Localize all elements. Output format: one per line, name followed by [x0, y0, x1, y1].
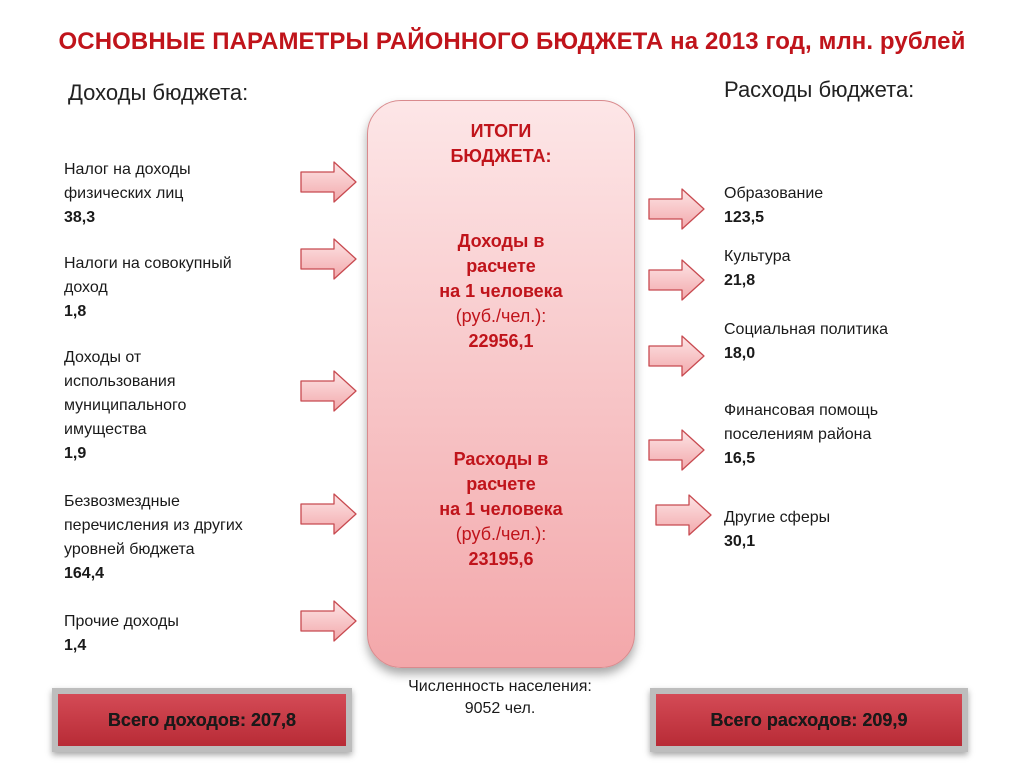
population-label: Численность населения:	[408, 678, 592, 695]
income-arrow-icon	[300, 369, 358, 413]
income-item	[64, 252, 232, 324]
expense-item	[724, 318, 888, 366]
income-item-label: Прочие доходы	[64, 613, 179, 630]
population-value: 9052 чел.	[464, 700, 536, 717]
income-item	[64, 490, 243, 586]
expense-per-capita-unit: (руб./чел.):	[455, 524, 547, 544]
expense-item	[724, 245, 791, 293]
expense-arrow-icon	[648, 187, 706, 231]
income-item-value: 1,4	[64, 637, 87, 654]
expense-item	[724, 506, 830, 554]
income-per-capita-unit: (руб./чел.):	[455, 306, 547, 326]
income-item-label: Налог на доходы физических лиц	[64, 161, 191, 202]
expense-total-box	[650, 688, 968, 752]
expense-per-capita-value: 23195,6	[468, 549, 534, 569]
expense-item-label: Финансовая помощь поселениям района	[724, 402, 879, 443]
income-item-value: 1,9	[64, 445, 87, 462]
expense-per-capita-block	[368, 447, 634, 572]
income-item-label: Безвозмездные перечисления из других уровней бюджета	[64, 493, 243, 558]
expense-item-label: Культура	[724, 248, 791, 265]
income-arrow-icon	[300, 237, 358, 281]
population-note	[367, 676, 633, 720]
expense-total: Всего расходов: 209,9	[710, 709, 908, 730]
budget-summary-box	[367, 100, 635, 668]
expense-heading: Расходы бюджета:	[724, 77, 915, 102]
income-item-value: 164,4	[64, 565, 105, 582]
income-total-box	[52, 688, 352, 752]
expense-item-label: Другие сферы	[724, 509, 831, 526]
expense-item-value: 123,5	[724, 209, 765, 226]
page-title: ОСНОВНЫЕ ПАРАМЕТРЫ РАЙОННОГО БЮДЖЕТА на 2013 год, млн. рублей	[58, 28, 966, 55]
income-arrow-icon	[300, 492, 358, 536]
summary-heading: ИТОГИ БЮДЖЕТА:	[450, 121, 552, 166]
expense-item-value: 30,1	[724, 533, 756, 550]
expense-arrow-icon	[648, 258, 706, 302]
expense-arrow-icon	[655, 493, 713, 537]
expense-item	[724, 182, 823, 230]
expense-item-label: Социальная политика	[724, 321, 888, 338]
income-arrow-icon	[300, 160, 358, 204]
expense-item-value: 21,8	[724, 272, 756, 289]
expense-item-value: 18,0	[724, 345, 756, 362]
income-item-value: 38,3	[64, 209, 96, 226]
income-item-value: 1,8	[64, 303, 87, 320]
expense-arrow-icon	[648, 334, 706, 378]
income-total: Всего доходов: 207,8	[107, 709, 297, 730]
expense-item-label: Образование	[724, 185, 824, 202]
expense-item	[724, 399, 878, 471]
income-item	[64, 158, 191, 230]
summary-heading-block	[368, 119, 634, 169]
expense-item-value: 16,5	[724, 450, 756, 467]
income-item-label: Налоги на совокупный доход	[64, 255, 232, 296]
expense-arrow-icon	[648, 428, 706, 472]
income-item	[64, 346, 186, 466]
expense-per-capita-label: Расходы в расчете на 1 человека	[439, 449, 563, 519]
income-item-label: Доходы от использования муниципального имущества	[64, 349, 187, 438]
income-per-capita-label: Доходы в расчете на 1 человека	[439, 231, 563, 301]
income-per-capita-value: 22956,1	[468, 331, 534, 351]
income-item	[64, 610, 179, 658]
income-heading: Доходы бюджета:	[68, 80, 249, 105]
income-per-capita-block	[368, 229, 634, 354]
income-arrow-icon	[300, 599, 358, 643]
